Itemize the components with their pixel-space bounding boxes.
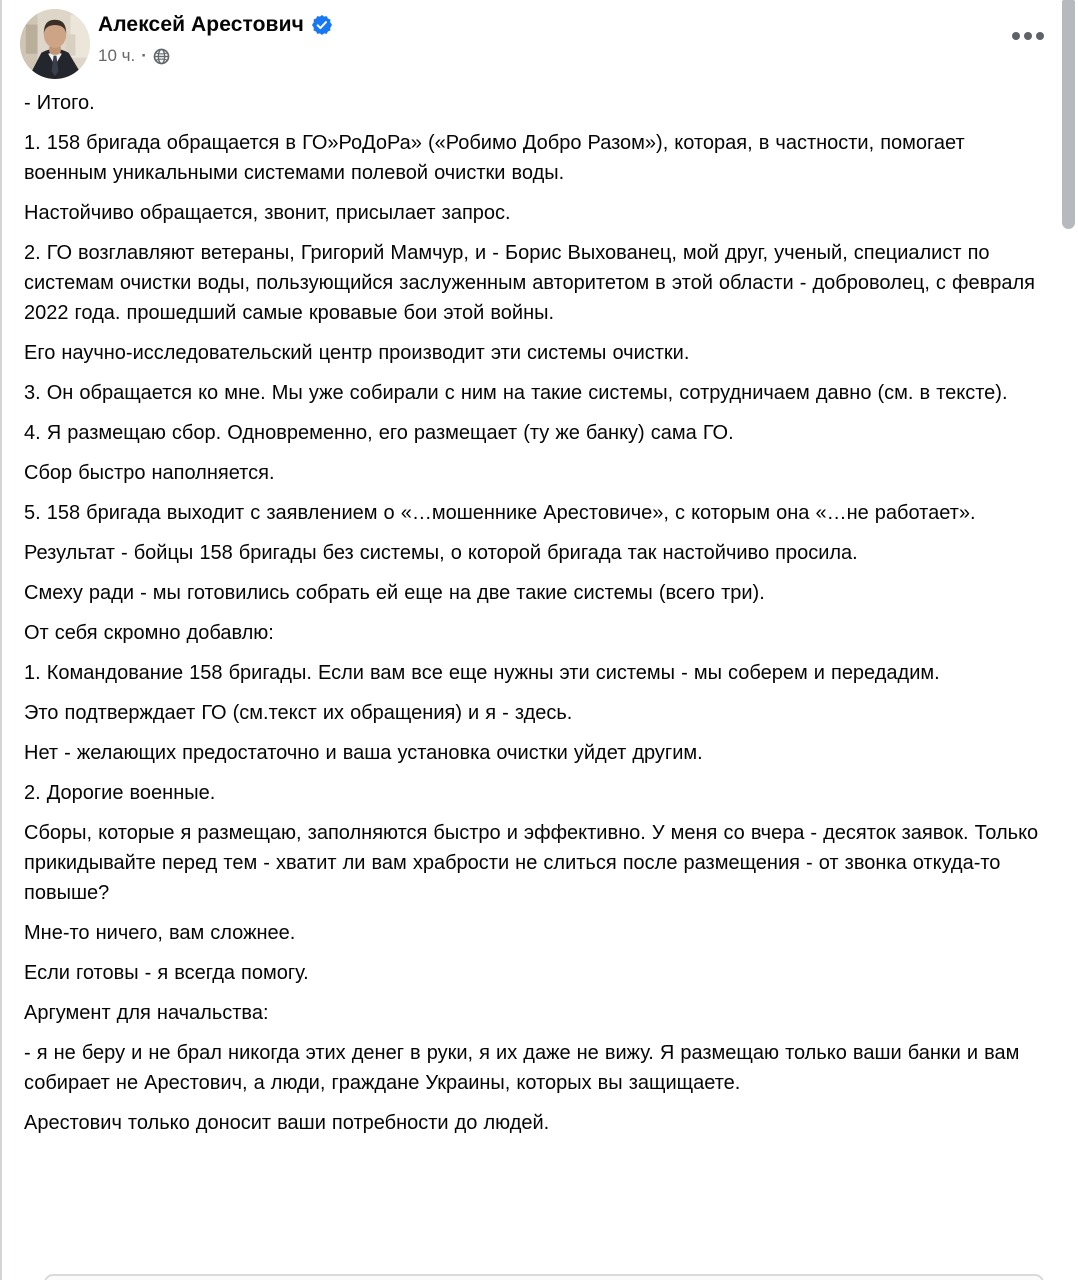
post-paragraph: 2. Дорогие военные. (24, 782, 216, 804)
ellipsis-icon (1024, 32, 1032, 40)
post-paragraph: 1. 158 бригада обращается в ГО»РоДоРа» («Робимо Добро Разом»), которая, в частности, помогает военным уникальными системами полевой очистки воды. (24, 132, 965, 184)
attachment-preview-edge[interactable] (44, 1274, 1044, 1280)
post-paragraph: Сбор быстро наполняется. (24, 462, 275, 484)
scrollbar-thumb[interactable] (1062, 0, 1075, 229)
post-paragraph: Результат - бойцы 158 бригады без системы, о которой бригада так настойчиво просила. (24, 542, 858, 564)
post-paragraph: Его научно-исследовательский центр производит эти системы очистки. (24, 342, 690, 364)
post-paragraph: Если готовы - я всегда помогу. (24, 962, 309, 984)
post-paragraph: Это подтверждает ГО (см.текст их обращения) и я - здесь. (24, 702, 573, 724)
post-paragraph: 1. Командование 158 бригады. Если вам все еще нужны эти системы - мы соберем и передадим. (24, 662, 940, 684)
post-header (2, 0, 1078, 86)
post-paragraph: Сборы, которые я размещаю, заполняются быстро и эффективно. У меня со вчера - десяток заявок. Только прикидывайте перед тем - хватит ли вам храбрости не слиться после размещения - от звонка откуда-то повыше? (24, 822, 1039, 904)
post-meta (98, 46, 170, 66)
post-paragraph: Смеху ради - мы готовились собрать ей еще на две такие системы (всего три). (24, 582, 765, 604)
post-paragraph: - я не беру и не брал никогда этих денег в руки, я их даже не вижу. Я размещаю только ваши банки и вам собирает не Арестович, а люди, граждане Украины, которых вы защищаете. (24, 1042, 1020, 1094)
ellipsis-icon (1036, 32, 1044, 40)
post-paragraph: Мне-то ничего, вам сложнее. (24, 922, 296, 944)
post-options-button[interactable] (1006, 26, 1050, 46)
post-paragraph: 5. 158 бригада выходит с заявлением о «…мошеннике Арестовиче», с которым она «…не работает». (24, 502, 976, 524)
post-body-text (2, 88, 1078, 1148)
globe-public-icon (153, 48, 170, 65)
post-paragraph: Арестович только доносит ваши потребности до людей. (24, 1112, 550, 1134)
post-paragraph: От себя скромно добавлю: (24, 622, 274, 644)
author-avatar[interactable] (20, 9, 90, 79)
post-paragraph: Аргумент для начальства: (24, 1002, 269, 1024)
post-paragraph: 3. Он обращается ко мне. Мы уже собирали с ним на такие системы, сотрудничаем давно (см. в тексте). (24, 382, 1008, 404)
author-row (98, 13, 332, 37)
avatar-photo (20, 9, 90, 79)
post-paragraph: Нет - желающих предостаточно и ваша установка очистки уйдет другим. (24, 742, 703, 764)
verified-badge-icon (312, 15, 332, 35)
post-paragraph: 4. Я размещаю сбор. Одновременно, его размещает (ту же банку) сама ГО. (24, 422, 734, 444)
author-name[interactable]: Алексей Арестович (98, 13, 304, 36)
post-paragraph: - Итого. (24, 92, 95, 114)
post-paragraph: Настойчиво обращается, звонит, присылает запрос. (24, 202, 511, 224)
post-paragraph: 2. ГО возглавляют ветераны, Григорий Мамчур, и - Борис Выхованец, мой друг, ученый, специалист по системам очистки воды, пользующийся заслуженным авторитетом в этой области - доброволец, с февраля 2022 года. прошедший самые кровавые бои этой войны. (24, 242, 1035, 324)
timestamp[interactable]: 10 ч. (98, 46, 136, 65)
ellipsis-icon (1012, 32, 1020, 40)
meta-separator: · (141, 46, 147, 65)
